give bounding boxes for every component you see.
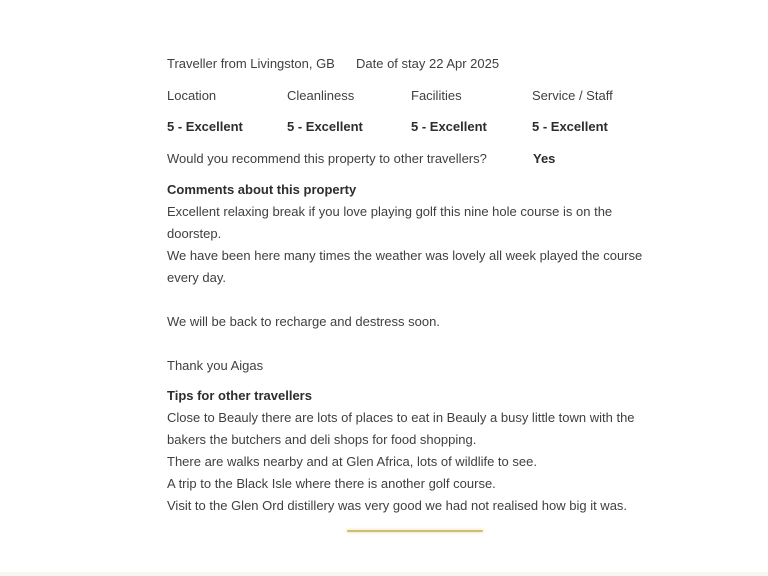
rating-category-service-staff: Service / Staff bbox=[532, 88, 613, 103]
rating-score-facilities: 5 - Excellent bbox=[411, 119, 487, 134]
rating-score-service-staff: 5 - Excellent bbox=[532, 119, 608, 134]
ratings-header-row bbox=[167, 85, 649, 107]
tips-heading: Tips for other travellers bbox=[167, 388, 312, 403]
comments-line: doorstep. bbox=[167, 226, 222, 241]
tips-line: Close to Beauly there are lots of places to eat in Beauly a busy little town with the bbox=[167, 410, 635, 425]
recommend-row bbox=[167, 148, 649, 170]
date-of-stay: Date of stay 22 Apr 2025 bbox=[356, 56, 500, 71]
comments-heading: Comments about this property bbox=[167, 182, 357, 197]
thanks-line: Thank you Aigas bbox=[167, 358, 264, 373]
gold-divider bbox=[347, 530, 483, 532]
tips-line: A trip to the Black Isle where there is another golf course. bbox=[167, 476, 496, 491]
comments-line: We have been here many times the weather was lovely all week played the course bbox=[167, 248, 643, 263]
tips-line: There are walks nearby and at Glen Africa, lots of wildlife to see. bbox=[167, 454, 537, 469]
closing-line: We will be back to recharge and destress soon. bbox=[167, 314, 440, 329]
tips-body bbox=[167, 407, 649, 517]
review-content bbox=[167, 0, 649, 532]
bottom-edge-strip bbox=[0, 572, 768, 576]
rating-score-cleanliness: 5 - Excellent bbox=[287, 119, 363, 134]
comments-line: every day. bbox=[167, 270, 227, 285]
rating-category-facilities: Facilities bbox=[411, 88, 462, 103]
ratings-values-row bbox=[167, 116, 649, 138]
tips-line: bakers the butchers and deli shops for food shopping. bbox=[167, 432, 477, 447]
rating-category-cleanliness: Cleanliness bbox=[287, 88, 355, 103]
traveller-origin: Traveller from Livingston, GB bbox=[167, 56, 335, 71]
recommend-question: Would you recommend this property to other travellers? bbox=[167, 151, 487, 166]
recommend-answer: Yes bbox=[533, 151, 556, 166]
tips-line: Visit to the Glen Ord distillery was very good we had not realised how big it was. bbox=[167, 498, 628, 513]
rating-category-location: Location bbox=[167, 88, 217, 103]
review-meta-row bbox=[167, 53, 649, 75]
comments-body bbox=[167, 201, 649, 289]
comments-line: Excellent relaxing break if you love playing golf this nine hole course is on the bbox=[167, 204, 613, 219]
rating-score-location: 5 - Excellent bbox=[167, 119, 243, 134]
